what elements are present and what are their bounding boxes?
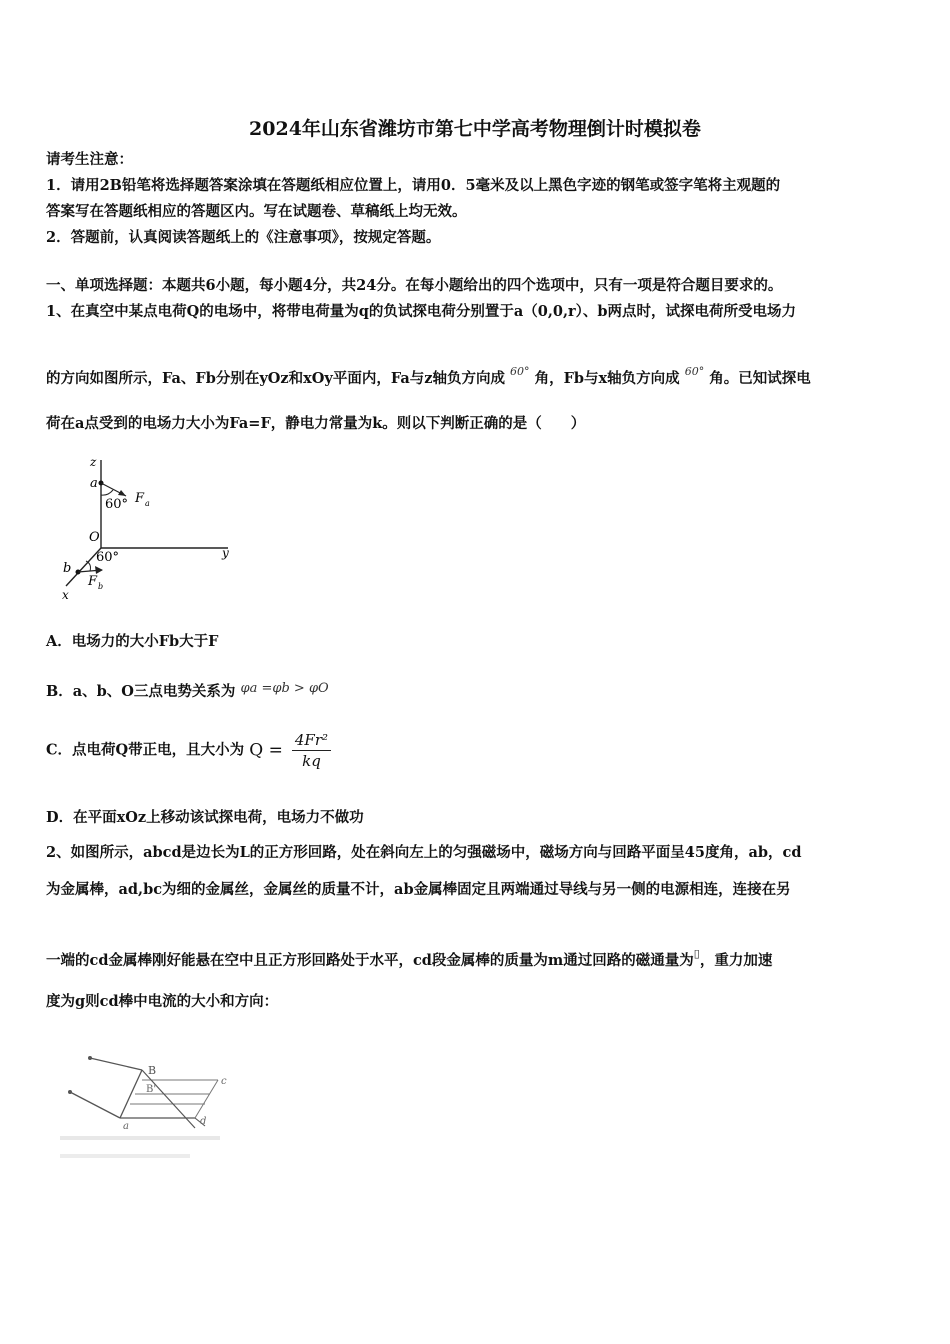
- page-title: 2024年山东省潍坊市第七中学高考物理倒计时模拟卷: [249, 118, 701, 140]
- label-d: d: [200, 1116, 207, 1127]
- notice-item-1a: 1．请用2B铅笔将选择题答案涂填在答题纸相应位置上，请用0．5毫米及以上黑色字迹的钢笔或签字笔将主观题的: [46, 177, 781, 194]
- field-line: [142, 1070, 195, 1128]
- label-x: x: [62, 588, 69, 602]
- q1-line-3: 荷在a点受到的电场力大小为Fa=F，静电力常量为k。则以下判断正确的是（ ）: [46, 415, 586, 432]
- notice-item-1b: 答案写在答题纸相应的答题区内。写在试题卷、草稿纸上均无效。: [46, 203, 467, 220]
- label-z: z: [90, 455, 97, 469]
- loop-right: [195, 1080, 218, 1118]
- label-O: O: [89, 530, 100, 545]
- q2-line-3a: 一端的cd金属棒刚好能悬在空中且正方形回路处于水平，cd段金属棒的质量为m通过回路的磁通量为: [46, 952, 694, 969]
- angle-b-arc: [86, 561, 91, 571]
- option-a: A．电场力的大小Fb大于F: [46, 633, 219, 650]
- label-b: b: [63, 561, 72, 576]
- fraction-denominator: kq: [302, 752, 321, 770]
- faded-caption-1: [60, 1136, 220, 1140]
- option-c: [46, 730, 908, 778]
- angle-60-2: 60°: [684, 365, 705, 378]
- label-a: a: [123, 1121, 129, 1132]
- label-Fb: F: [88, 574, 98, 589]
- terminal-bottom: [68, 1090, 72, 1094]
- option-b-text: B．a、b、O三点电势关系为: [46, 683, 236, 700]
- label-angle-a: 60°: [105, 497, 129, 512]
- q1-line-2a: 的方向如图所示，Fa、Fb分别在yOz和xOy平面内，Fa与z轴负方向成: [46, 370, 505, 387]
- q2-loop-figure: [60, 1030, 240, 1170]
- option-d: D．在平面xOz上移动该试探电荷，电场力不做功: [46, 809, 364, 826]
- q2-line-3: [46, 944, 908, 971]
- label-c: c: [221, 1076, 227, 1087]
- label-a: a: [90, 476, 98, 491]
- q1-coordinate-figure: [56, 450, 246, 605]
- q1-line-2c: 角。已知试探电: [709, 370, 811, 387]
- option-c-lhs: Q =: [249, 740, 283, 761]
- label-Fb-sub: b: [98, 582, 104, 591]
- notice-heading: 请考生注意：: [46, 151, 133, 168]
- label-Fa: F: [135, 491, 145, 506]
- option-b-formula: φa =φb > φO: [240, 681, 329, 696]
- label-Fa-sub: a: [145, 499, 150, 508]
- q2-line-4: 度为g则cd棒中电流的大小和方向：: [46, 993, 279, 1010]
- flux-symbol: ▯: [693, 947, 700, 960]
- faded-caption-2: [60, 1154, 190, 1158]
- q2-line-1: 2、如图所示，abcd是边长为L的正方形回路，处在斜向左上的匀强磁场中，磁场方向与回路平面呈45度角，ab，cd: [46, 844, 802, 861]
- q2-line-3b: ，重力加速: [699, 952, 773, 969]
- angle-a-arc: [101, 490, 113, 495]
- section-heading: 一、单项选择题：本题共6小题，每小题4分，共24分。在每小题给出的四个选项中，只有一项是符合题目要求的。: [46, 277, 783, 294]
- option-c-fraction: [292, 730, 331, 771]
- label-angle-b: 60°: [96, 550, 120, 565]
- notice-item-2: 2．答题前，认真阅读答题纸上的《注意事项》，按规定答题。: [46, 229, 441, 246]
- terminal-top: [88, 1056, 92, 1060]
- q2-line-2: 为金属棒，ad,bc为细的金属丝，金属丝的质量不计，ab金属棒固定且两端通过导线与另一侧的电源相连，连接在另: [46, 881, 791, 898]
- angle-60-1: 60°: [510, 365, 530, 378]
- q1-line-2b: 角，Fb与x轴负方向成: [534, 370, 680, 387]
- label-B: B: [148, 1064, 157, 1077]
- q1-line-1: 1、在真空中某点电荷Q的电场中，将带电荷量为q的负试探电荷分别置于a（0,0,r）、b两点时，试探电荷所受电场力: [46, 303, 797, 320]
- option-c-text: C．点电荷Q带正电，且大小为: [46, 741, 245, 759]
- label-B-prime: B': [146, 1084, 157, 1095]
- q1-line-2: [46, 362, 908, 389]
- lead-wire-bottom: [70, 1092, 120, 1118]
- lead-wire-top: [90, 1058, 142, 1070]
- fraction-numerator: 4Fr²: [292, 730, 331, 751]
- force-b-arrowhead: [95, 566, 103, 574]
- label-y: y: [222, 546, 229, 560]
- option-b: [46, 679, 908, 702]
